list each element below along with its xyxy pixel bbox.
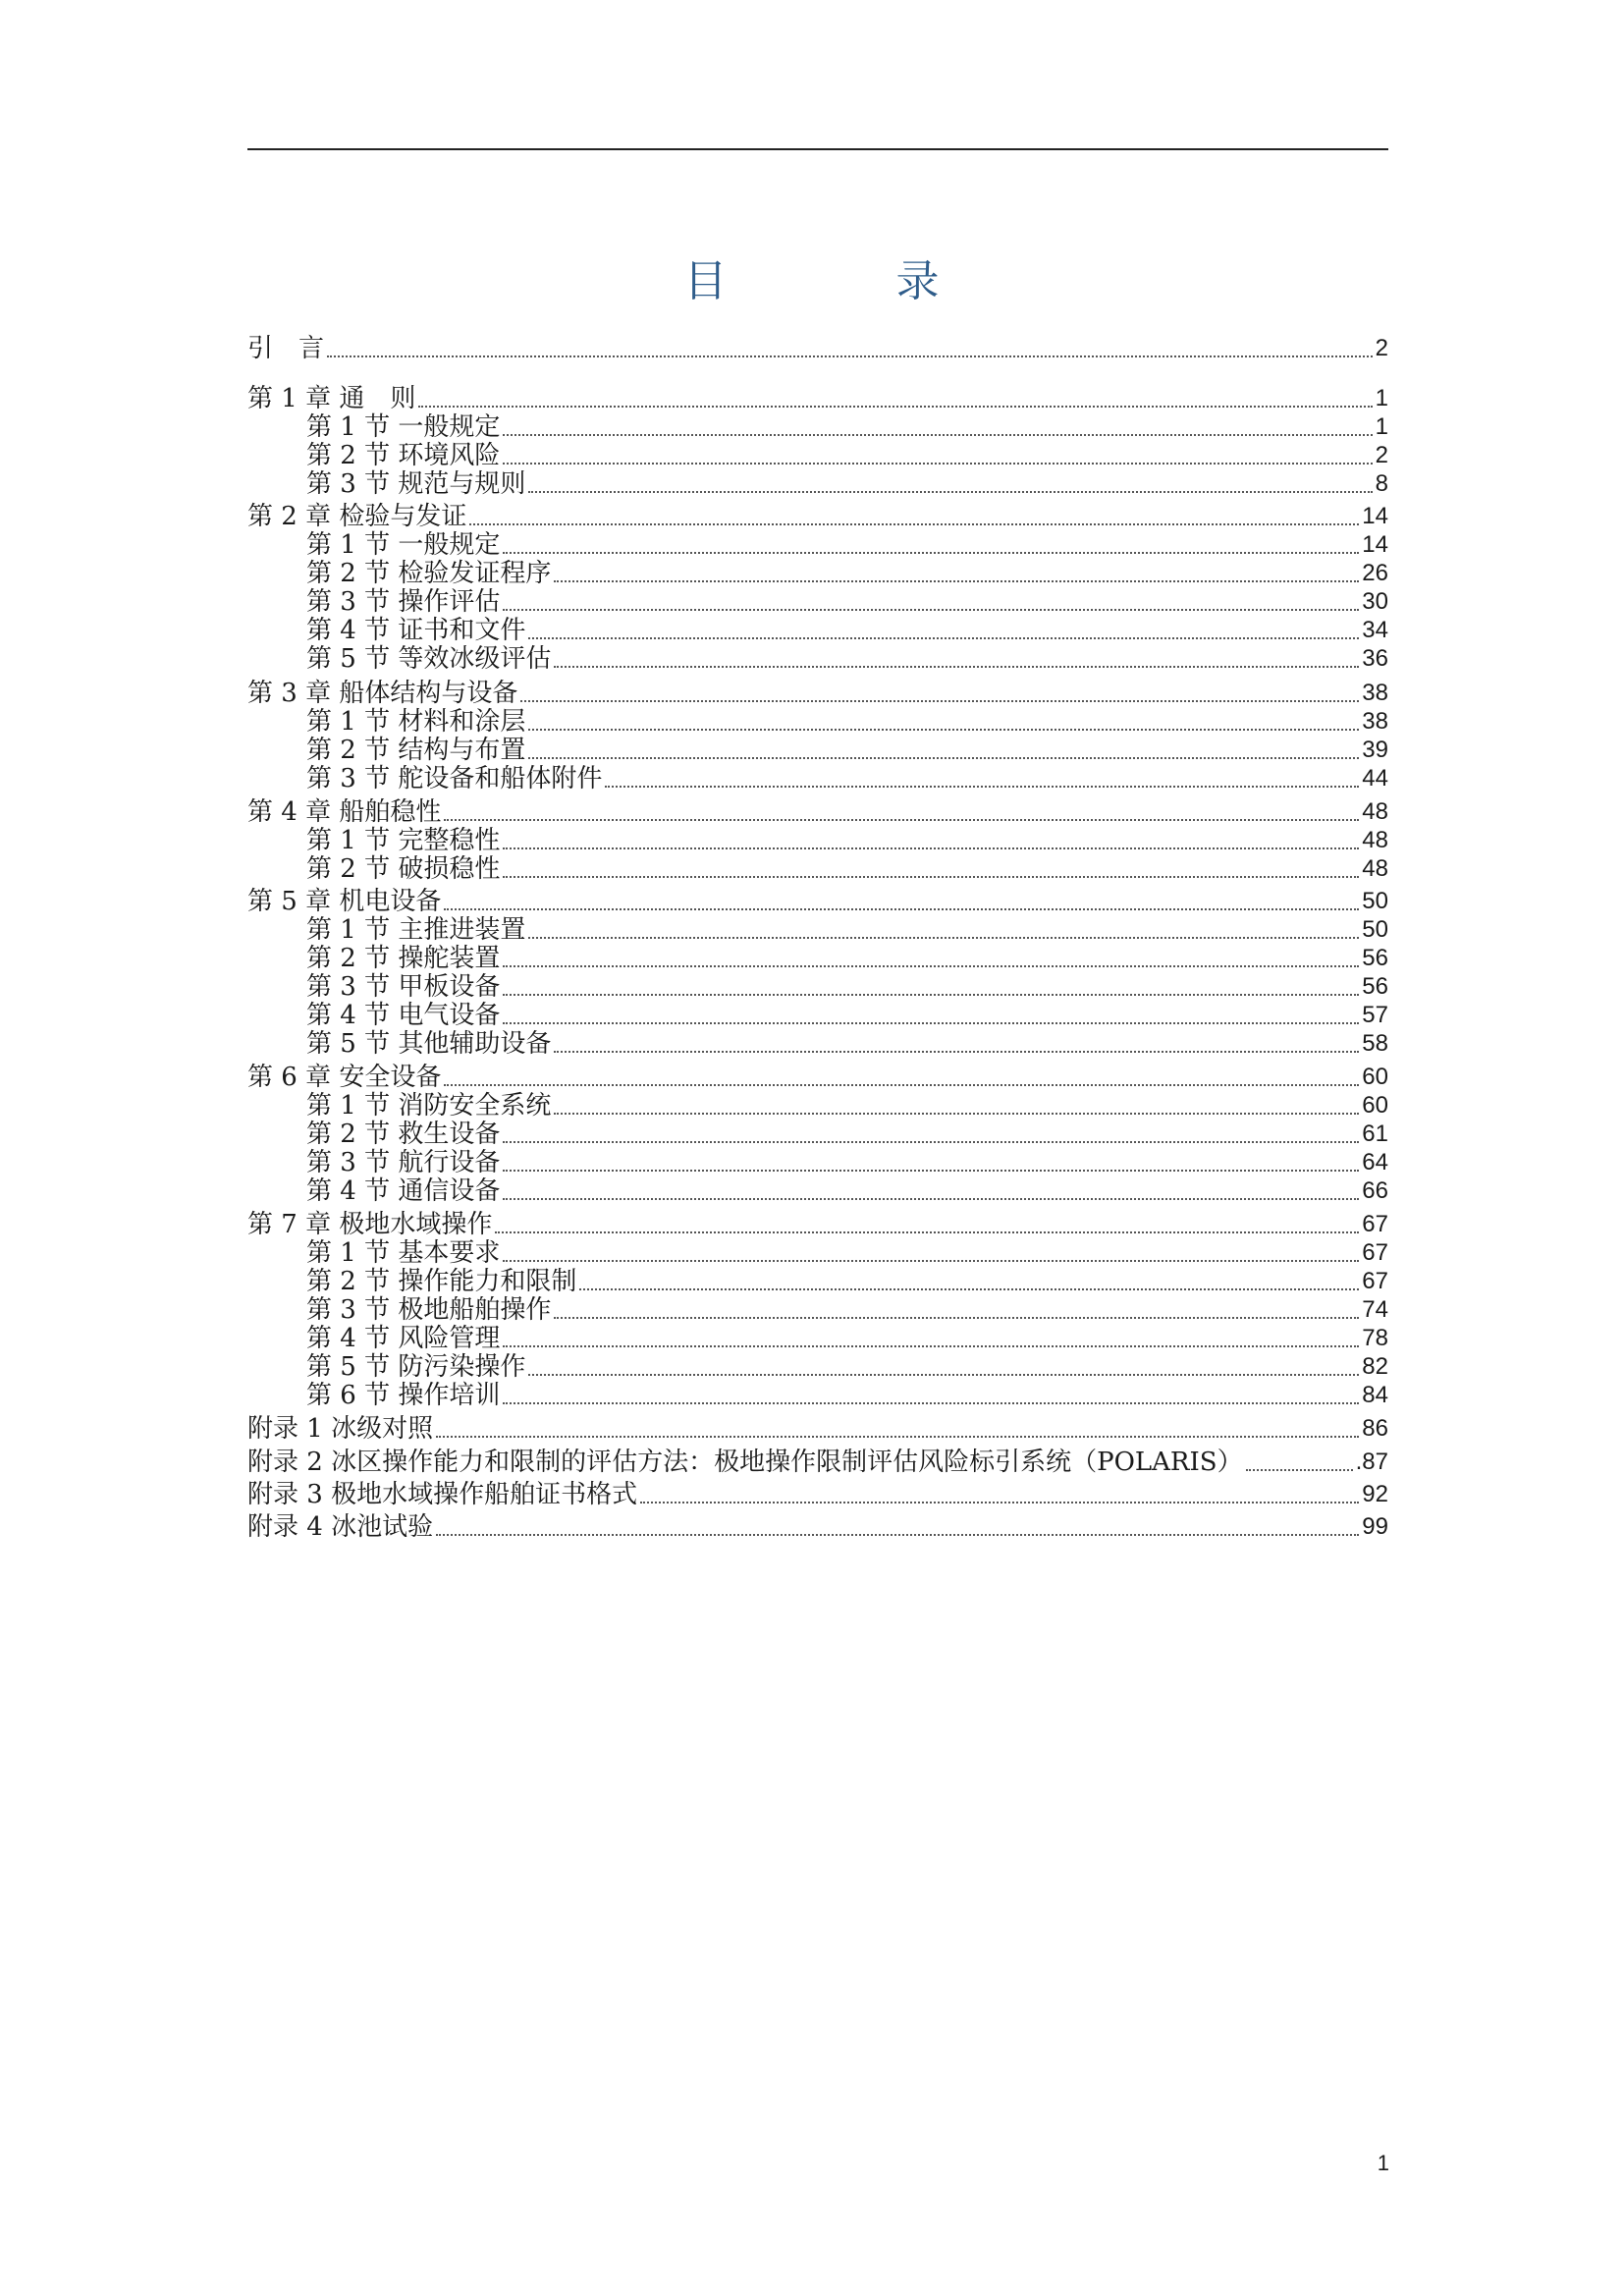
toc-entry-page-number: 82 xyxy=(1362,1353,1388,1380)
toc-entry-page-number: 74 xyxy=(1362,1296,1388,1323)
toc-entry-label: 附录 3 极地水域操作船舶证书格式 xyxy=(247,1480,638,1509)
dot-leader xyxy=(436,1534,1359,1536)
dot-leader xyxy=(1246,1469,1353,1471)
toc-entry-label: 第 1 节 主推进装置 xyxy=(306,915,526,945)
toc-entry-label: 第 3 节 规范与规则 xyxy=(306,469,526,499)
toc-entry-page-number: 67 xyxy=(1362,1268,1388,1294)
toc-entry-page-number: 50 xyxy=(1362,916,1388,943)
toc-entry-page-number: 48 xyxy=(1362,855,1388,882)
toc-entry-label: 第 7 章 极地水域操作 xyxy=(247,1210,493,1239)
toc-entry-label: 第 6 章 安全设备 xyxy=(247,1063,442,1092)
toc-entry-page-number: 26 xyxy=(1362,560,1388,586)
toc-entry-label: 附录 4 冰池试验 xyxy=(247,1512,434,1542)
toc-entry-label: 第 3 节 操作评估 xyxy=(306,587,501,617)
toc-entry-label: 第 5 节 等效冰级评估 xyxy=(306,644,552,674)
toc-entry-label: 第 1 节 一般规定 xyxy=(306,412,501,442)
toc-entry-label: 第 1 节 消防安全系统 xyxy=(306,1091,552,1121)
toc-entry-label: 第 2 节 检验发证程序 xyxy=(306,559,552,588)
toc-entry-label: 第 2 节 操舵装置 xyxy=(306,944,501,973)
dot-leader xyxy=(503,876,1359,878)
toc-entry-page-number: 57 xyxy=(1362,1002,1388,1028)
dot-leader xyxy=(640,1502,1359,1503)
toc-entry-chapter[interactable] xyxy=(247,326,1388,365)
toc-entry-page-number: 86 xyxy=(1362,1415,1388,1442)
toc-entry-page-number: 1 xyxy=(1375,413,1388,440)
toc-entry-page-number: 78 xyxy=(1362,1325,1388,1351)
toc-entry-page-number: 8 xyxy=(1375,470,1388,497)
toc-entry-page-number: 64 xyxy=(1362,1149,1388,1175)
toc-entry-label: 第 3 节 极地船舶操作 xyxy=(306,1295,552,1325)
toc-entry-page-number: 67 xyxy=(1362,1211,1388,1237)
toc-entry-label: 第 4 节 通信设备 xyxy=(306,1176,501,1206)
footer-page-number: 1 xyxy=(1377,2151,1389,2175)
toc-entry-page-number: 66 xyxy=(1362,1177,1388,1204)
toc-entry-label: 第 2 节 操作能力和限制 xyxy=(306,1267,577,1296)
toc-entry-label: 第 6 节 操作培训 xyxy=(306,1381,501,1410)
toc-entry-page-number: 48 xyxy=(1362,798,1388,825)
toc-entry-label: 引 言 xyxy=(247,334,325,363)
toc-entry-label: 第 2 节 救生设备 xyxy=(306,1120,501,1149)
toc-entry-label: 第 1 节 材料和涂层 xyxy=(306,707,526,737)
toc-entry-page-number: 1 xyxy=(1375,385,1388,411)
toc-entry-label: 第 5 节 其他辅助设备 xyxy=(306,1029,552,1059)
toc-entry-label: 第 5 章 机电设备 xyxy=(247,887,442,916)
dot-leader xyxy=(528,491,1372,493)
dot-leader xyxy=(605,786,1359,788)
dot-leader xyxy=(436,1436,1359,1438)
toc-entry-label: 第 3 章 船体结构与设备 xyxy=(247,679,518,708)
toc-entry-page-number: 36 xyxy=(1362,645,1388,672)
toc-entry-label: 第 3 节 甲板设备 xyxy=(306,972,501,1002)
toc-entry-label: 第 1 节 一般规定 xyxy=(306,530,501,560)
toc-entry-page-number: 39 xyxy=(1362,737,1388,763)
toc-entry-label: 第 4 节 证书和文件 xyxy=(306,616,526,645)
toc-entry-page-number: 92 xyxy=(1362,1481,1388,1507)
toc-entry-page-number: 60 xyxy=(1362,1064,1388,1090)
toc-entry-page-number: 56 xyxy=(1362,945,1388,971)
toc-entry-label: 第 4 节 电气设备 xyxy=(306,1001,501,1030)
toc-entry-label: 第 2 章 检验与发证 xyxy=(247,502,467,531)
toc-entry-page-number: 99 xyxy=(1362,1513,1388,1540)
toc-entry-page-number: 2 xyxy=(1375,335,1388,361)
toc-entry-label: 第 1 章 通 则 xyxy=(247,384,416,413)
toc-entry-section[interactable] xyxy=(247,636,1388,676)
dot-leader xyxy=(503,1402,1359,1404)
page-title: 目 录 xyxy=(683,256,1002,306)
toc-entry-label: 第 2 节 环境风险 xyxy=(306,441,501,470)
toc-entry-page-number: 14 xyxy=(1362,503,1388,529)
toc-entry-label: 第 1 节 完整稳性 xyxy=(306,826,501,855)
dot-leader xyxy=(503,1198,1359,1200)
toc-entry-label: 第 5 节 防污染操作 xyxy=(306,1352,526,1382)
toc-entry-page-number: 61 xyxy=(1362,1121,1388,1147)
toc-entry-label: 第 4 章 船舶稳性 xyxy=(247,797,442,827)
dot-leader xyxy=(327,355,1373,357)
toc-entry-page-number: 30 xyxy=(1362,588,1388,615)
toc-entry-page-number: 56 xyxy=(1362,973,1388,1000)
toc-entry-page-number: 38 xyxy=(1362,680,1388,706)
header-rule xyxy=(247,148,1388,150)
toc-entry-page-number: .87 xyxy=(1355,1449,1388,1475)
toc-entry-label: 附录 1 冰级对照 xyxy=(247,1414,434,1444)
toc-entry-page-number: 84 xyxy=(1362,1382,1388,1408)
toc-entry-label: 附录 2 冰区操作能力和限制的评估方法：极地操作限制评估风险标引系统（POLARIS） xyxy=(247,1448,1243,1477)
dot-leader xyxy=(554,1051,1359,1053)
toc-entry-page-number: 58 xyxy=(1362,1030,1388,1057)
toc-entry-page-number: 44 xyxy=(1362,765,1388,792)
toc-entry-label: 第 2 节 破损稳性 xyxy=(306,854,501,884)
toc-entry-page-number: 60 xyxy=(1362,1092,1388,1119)
toc-entry-label: 第 3 节 舵设备和船体附件 xyxy=(306,764,603,793)
toc-entry-page-number: 48 xyxy=(1362,827,1388,853)
toc-entry-page-number: 34 xyxy=(1362,617,1388,643)
toc-entry-label: 第 2 节 结构与布置 xyxy=(306,736,526,765)
toc-entry-chapter[interactable] xyxy=(247,1504,1388,1544)
toc-entry-label: 第 1 节 基本要求 xyxy=(306,1238,501,1268)
toc-entry-label: 第 4 节 风险管理 xyxy=(306,1324,501,1353)
toc-entry-page-number: 2 xyxy=(1375,442,1388,468)
toc-entry-page-number: 50 xyxy=(1362,888,1388,914)
dot-leader xyxy=(554,666,1359,668)
toc-entry-page-number: 38 xyxy=(1362,708,1388,735)
toc-entry-label: 第 3 节 航行设备 xyxy=(306,1148,501,1177)
toc-entry-page-number: 14 xyxy=(1362,531,1388,558)
toc-entry-page-number: 67 xyxy=(1362,1239,1388,1266)
